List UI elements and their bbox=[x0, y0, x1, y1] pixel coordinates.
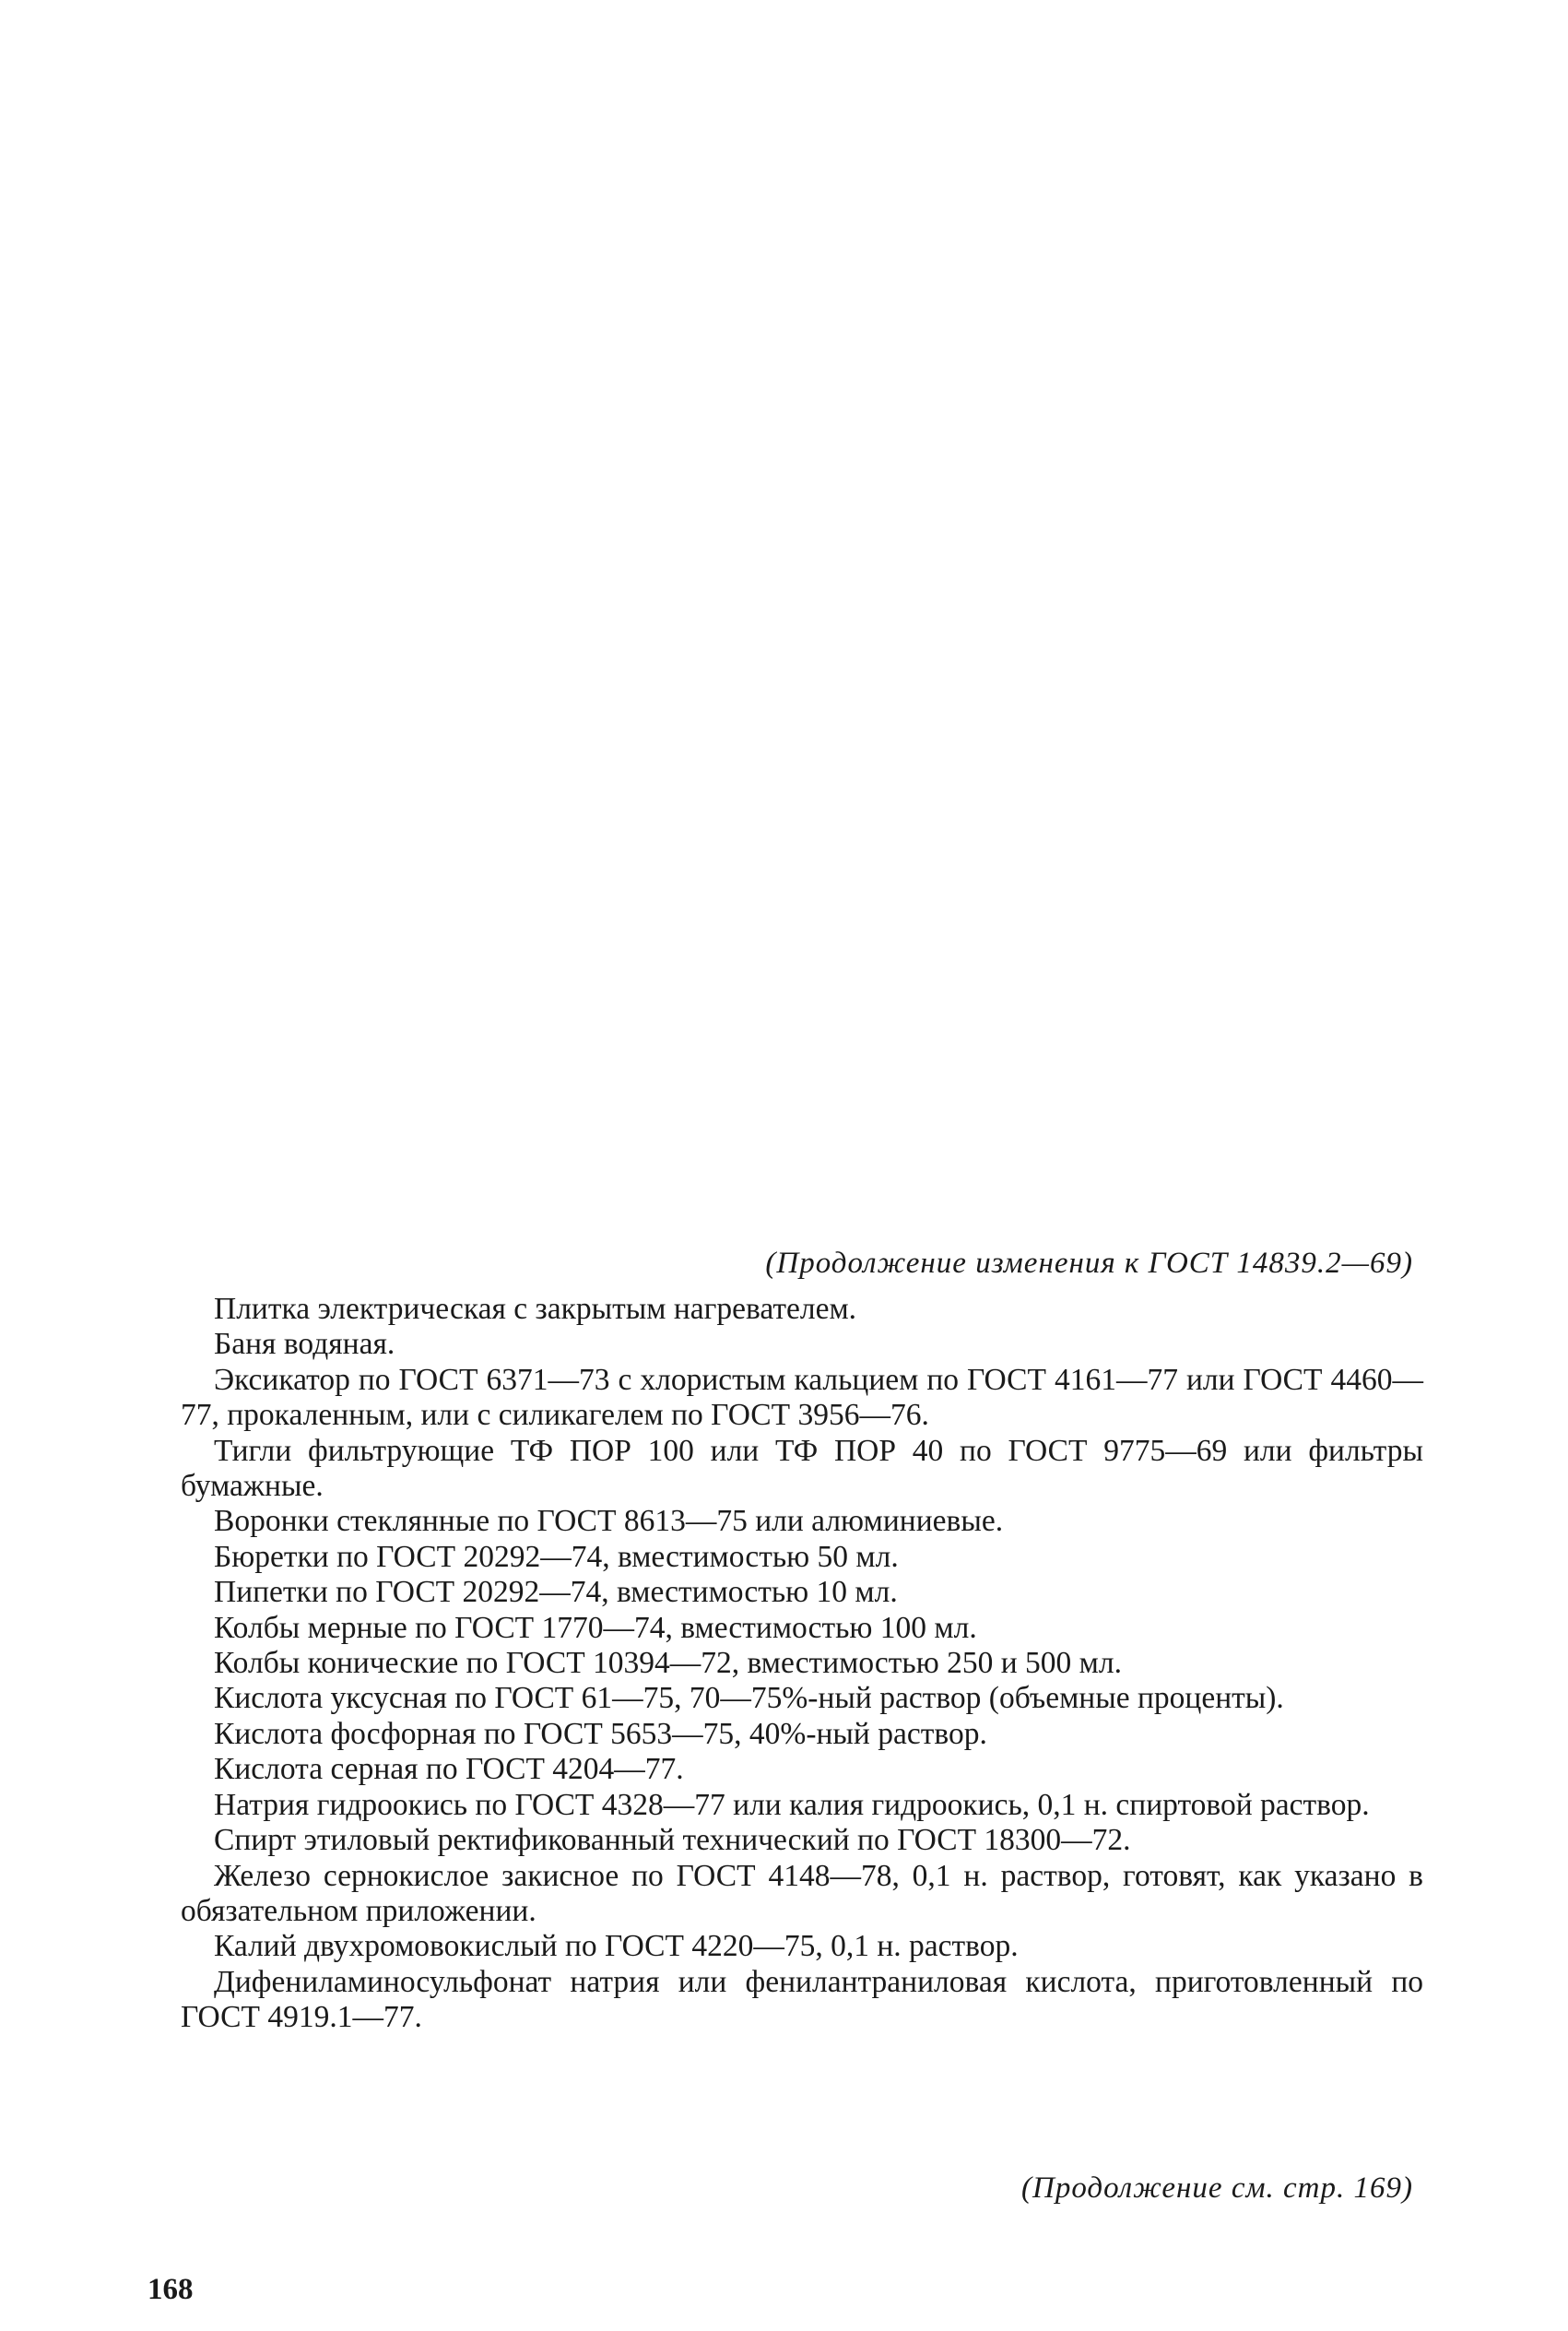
paragraph-hotplate: Плитка электрическая с закрытым нагревателем. bbox=[214, 1292, 857, 1326]
paragraph-desiccator: Эксикатор по ГОСТ 6371—73 с хлористым кальцием по ГОСТ 4161—77 или ГОСТ 4460—77, прокаленным, или с силикагелем по ГОСТ 3956—76. bbox=[181, 1362, 1423, 1433]
paragraph-sulfuric-acid: Кислота серная по ГОСТ 4204—77. bbox=[214, 1752, 684, 1787]
paragraph-water-bath: Баня водяная. bbox=[214, 1327, 395, 1362]
paragraph-filter-crucibles: Тигли фильтрующие ТФ ПОР 100 или ТФ ПОР 40 по ГОСТ 9775—69 или фильтры бумажные. bbox=[181, 1433, 1423, 1504]
paragraph-potassium-dichromate: Калий двухромовокислый по ГОСТ 4220—75, 0,1 н. раствор. bbox=[214, 1929, 1019, 1964]
paragraph-phosphoric-acid: Кислота фосфорная по ГОСТ 5653—75, 40%-ный раствор. bbox=[214, 1716, 987, 1751]
paragraph-indicator: Дифениламиносульфонат натрия или фенилантраниловая кислота, приготовленный по ГОСТ 4919.1—77. bbox=[181, 1964, 1423, 2035]
paragraph-pipettes: Пипетки по ГОСТ 20292—74, вместимостью 10 мл. bbox=[214, 1575, 898, 1610]
paragraph-funnels: Воронки стеклянные по ГОСТ 8613—75 или алюминиевые. bbox=[214, 1504, 1004, 1539]
paragraph-volumetric-flasks: Колбы мерные по ГОСТ 1770—74, вместимостью 100 мл. bbox=[214, 1610, 977, 1645]
paragraph-burettes: Бюретки по ГОСТ 20292—74, вместимостью 50 мл. bbox=[214, 1539, 899, 1574]
body-text bbox=[181, 1292, 1423, 2036]
paragraph-sodium-hydroxide: Натрия гидроокись по ГОСТ 4328—77 или калия гидроокись, 0,1 н. спиртовой раствор. bbox=[214, 1787, 1370, 1822]
paragraph-acetic-acid: Кислота уксусная по ГОСТ 61—75, 70—75%-ный раствор (объемные проценты). bbox=[214, 1681, 1284, 1716]
page-number: 168 bbox=[147, 2273, 194, 2306]
paragraph-ethyl-alcohol: Спирт этиловый ректификованный технический по ГОСТ 18300—72. bbox=[214, 1823, 1131, 1858]
paragraph-conical-flasks: Колбы конические по ГОСТ 10394—72, вместимостью 250 и 500 мл. bbox=[214, 1646, 1122, 1681]
paragraph-ferrous-sulfate: Железо сернокислое закисное по ГОСТ 4148—78, 0,1 н. раствор, готовят, как указано в обязательном приложении. bbox=[181, 1858, 1423, 1928]
continuation-heading: (Продолжение изменения к ГОСТ 14839.2—69) bbox=[765, 1247, 1413, 1280]
continuation-footer: (Продолжение см. стр. 169) bbox=[1021, 2171, 1413, 2205]
